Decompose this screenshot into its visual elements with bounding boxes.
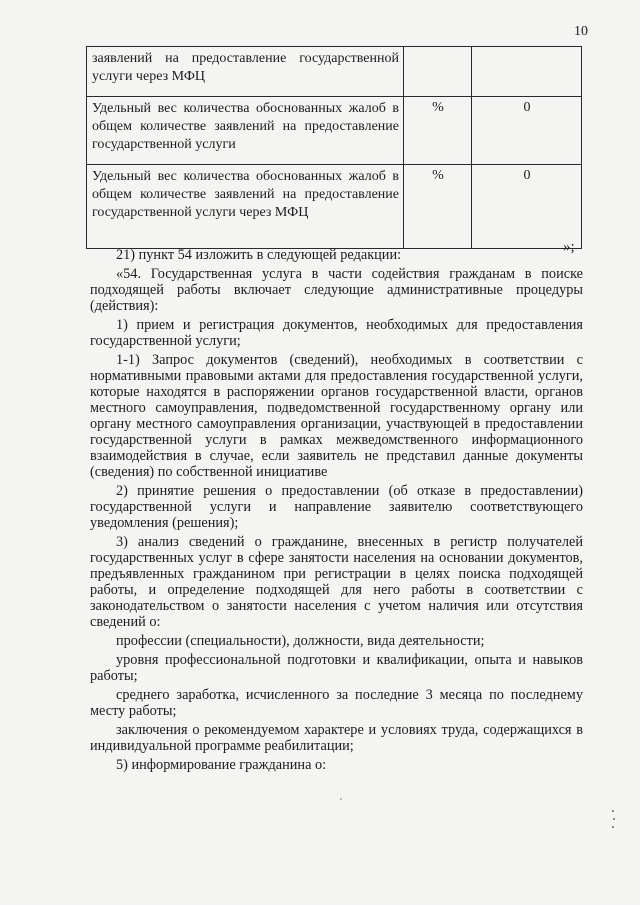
scan-speck bbox=[612, 826, 614, 828]
paragraph-earnings: среднего заработка, исчисленного за последние 3 месяца по последнему месту работы; bbox=[90, 687, 583, 719]
paragraph-profession: профессии (специальности), должности, вида деятельности; bbox=[116, 633, 485, 649]
indicator-unit: % bbox=[404, 165, 472, 249]
indicator-value: 0 bbox=[472, 165, 582, 249]
scan-speck bbox=[612, 810, 614, 812]
document-body bbox=[90, 247, 583, 776]
scan-speck bbox=[340, 798, 342, 800]
indicator-value: 0 bbox=[472, 97, 582, 165]
page-number: 10 bbox=[574, 24, 588, 39]
paragraph-item-5: 5) информирование гражданина о: bbox=[116, 757, 327, 773]
indicators-table bbox=[86, 46, 582, 249]
paragraph-qualification: уровня профессиональной подготовки и квалификации, опыта и навыков работы; bbox=[90, 652, 583, 684]
indicator-name: Удельный вес количества обоснованных жалоб в общем количестве заявлений на предоставление государственной услуги через МФЦ bbox=[87, 165, 404, 249]
table-row bbox=[87, 47, 582, 97]
paragraph-item-3: 3) анализ сведений о гражданине, внесенных в регистр получателей государственных услуг в сфере занятости населения на основании документов, предъявленных гражданином при регистрации в целях поиска подходящей работы, и определение подходящей для него работы в соответствии с законодательством о занятости населения с учетом наличия или отсутствия сведений о: bbox=[90, 534, 583, 630]
paragraph-amendment-21: 21) пункт 54 изложить в следующей редакции: bbox=[116, 247, 402, 263]
paragraph-item-1-1: 1-1) Запрос документов (сведений), необходимых в соответствии с нормативными правовыми актами для предоставления государственной услуги, которые находятся в распоряжении органов государственной власти, органов местного самоуправления, подведомственной государственному органу или органу местного самоуправления организации, участвующей в предоставлении государственной услуги в рамках межведомственного информационного взаимодействия в случае, если заявитель не представил данные документы (сведения) по собственной инициативе bbox=[90, 352, 583, 480]
indicator-name: заявлений на предоставление государственной услуги через МФЦ bbox=[87, 47, 404, 97]
table-row bbox=[87, 97, 582, 165]
indicator-unit bbox=[404, 47, 472, 97]
table-row bbox=[87, 165, 582, 249]
indicator-name: Удельный вес количества обоснованных жалоб в общем количестве заявлений на предоставление государственной услуги bbox=[87, 97, 404, 165]
scan-speck bbox=[613, 818, 615, 820]
paragraph-rehabilitation: заключения о рекомендуемом характере и условиях труда, содержащихся в индивидуальной программе реабилитации; bbox=[90, 722, 583, 754]
table-closing-mark: »; bbox=[563, 239, 575, 255]
paragraph-item-2: 2) принятие решения о предоставлении (об отказе в предоставлении) государственной услуги и направление заявителю соответствующего уведомления (решения); bbox=[90, 483, 583, 531]
paragraph-item-1: 1) прием и регистрация документов, необходимых для предоставления государственной услуги; bbox=[90, 317, 583, 349]
paragraph-clause-54: «54. Государственная услуга в части содействия гражданам в поиске подходящей работы включает следующие административные процедуры (действия): bbox=[90, 266, 583, 314]
indicator-value bbox=[472, 47, 582, 97]
indicator-unit: % bbox=[404, 97, 472, 165]
